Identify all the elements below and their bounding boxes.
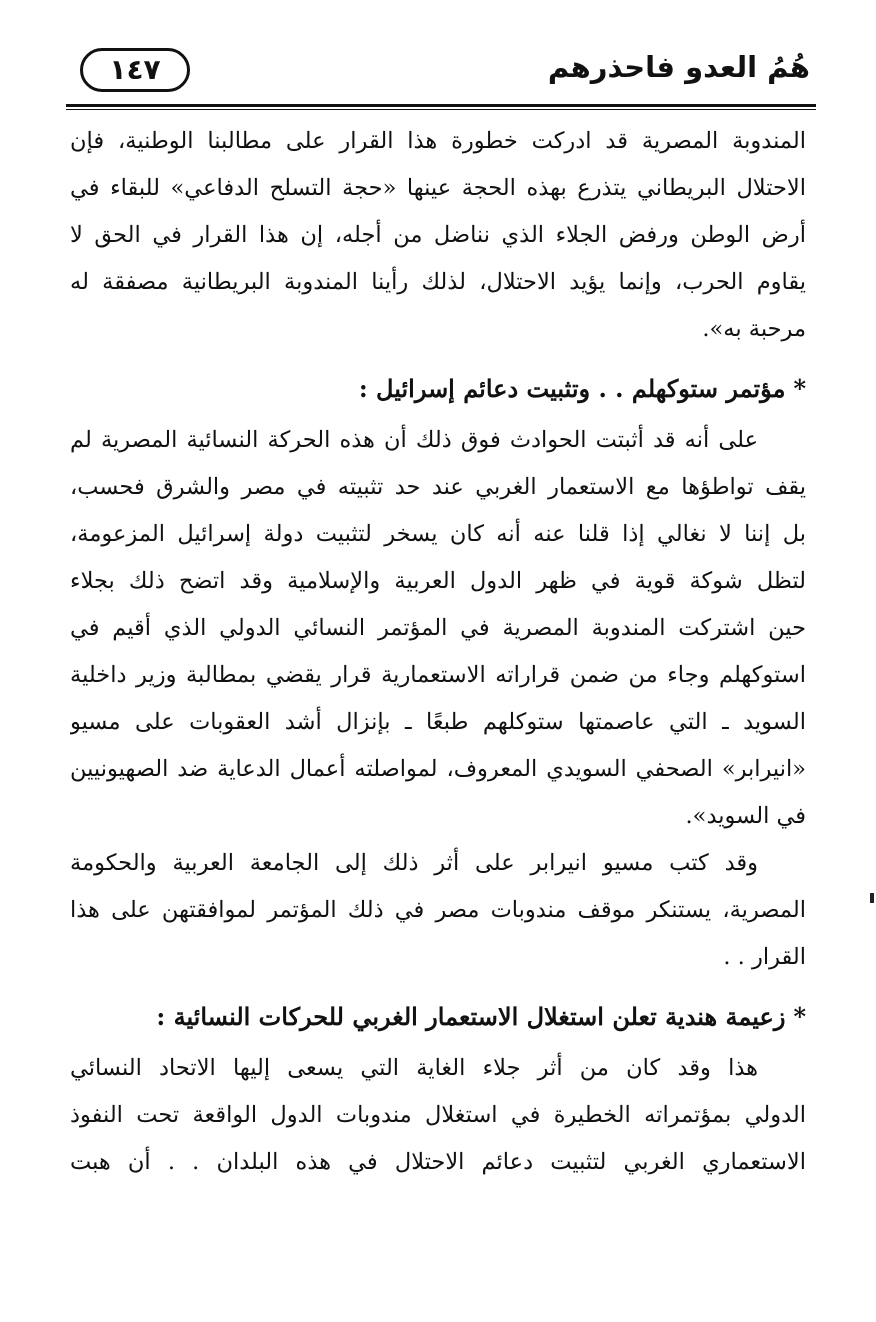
section-heading xyxy=(70,361,806,417)
text-line: السويد ـ التي عاصمتها ستوكلهم طبعًا ـ بإنزال أشد العقوبات على مسيو xyxy=(70,709,806,735)
text-line: أرض الوطن ورفض الجلاء الذي نناضل من أجله، إن هذا القرار في الحق لا xyxy=(70,222,806,248)
body-text xyxy=(70,118,806,1186)
text-line: استوكهلم وجاء من ضمن قراراته الاستعمارية قرار يقضي بمطالبة وزير داخلية xyxy=(70,662,806,688)
text-line: وقد كتب مسيو انيرابر على أثر ذلك إلى الجامعة العربية والحكومة xyxy=(70,850,758,876)
text-line: الدولي بمؤتمراته الخطيرة في استغلال مندوبات الدول الواقعة تحت النفوذ xyxy=(70,1102,806,1128)
paragraph xyxy=(70,118,806,353)
text-line: يقف تواطؤها مع الاستعمار الغربي عند حد تثبيته في مصر والشرق فحسب، xyxy=(70,474,806,500)
paragraph xyxy=(70,1045,806,1186)
text-line: مرحبة به». xyxy=(702,316,806,342)
text-line: «انيرابر» الصحفي السويدي المعروف، لمواصلته أعمال الدعاية ضد الصهيونيين xyxy=(70,756,806,782)
text-line: على أنه قد أثبتت الحوادث فوق ذلك أن هذه الحركة النسائية المصرية لم xyxy=(70,427,758,453)
text-line: الاحتلال البريطاني يتذرع بهذه الحجة عينها «حجة التسلح الدفاعي» للبقاء في xyxy=(70,175,806,201)
text-line: المصرية، يستنكر موقف مندوبات مصر في ذلك المؤتمر لموافقتهن على هذا xyxy=(70,897,806,923)
asterisk-bullet: * xyxy=(793,1002,806,1031)
header-rule xyxy=(66,104,816,107)
header-rule-thin xyxy=(66,109,816,110)
text-line: القرار . . xyxy=(723,944,806,970)
text-line: بل إننا لا نغالي إذا قلنا عنه أنه كان يسخر لتثبيت دولة إسرائيل المزعومة، xyxy=(70,521,806,547)
section-heading-text: زعيمة هندية تعلن استغلال الاستعمار الغربي للحركات النسائية : xyxy=(156,1002,786,1031)
margin-mark xyxy=(870,893,874,903)
section-heading xyxy=(70,989,806,1045)
text-line: حين اشتركت المندوبة المصرية في المؤتمر النسائي الدولي الذي أقيم في xyxy=(70,615,806,641)
text-line: المندوبة المصرية قد ادركت خطورة هذا القرار على مطالبنا الوطنية، فإن xyxy=(70,128,806,154)
text-line: في السويد». xyxy=(685,803,806,829)
text-line: لتظل شوكة قوية في ظهر الدول العربية والإسلامية وقد اتضح ذلك بجلاء xyxy=(70,568,806,594)
paragraph xyxy=(70,840,806,981)
running-title: هُمُ العدو فاحذرهم xyxy=(547,50,810,84)
asterisk-bullet: * xyxy=(793,374,806,403)
page-number: ١٤٧ xyxy=(80,48,190,92)
text-line: هذا وقد كان من أثر جلاء الغاية التي يسعى إليها الاتحاد النسائي xyxy=(70,1055,758,1081)
paragraph xyxy=(70,417,806,840)
section-heading-text: مؤتمر ستوكهلم . . وتثبيت دعائم إسرائيل : xyxy=(358,374,786,403)
page-header xyxy=(66,44,816,106)
text-line: الاستعماري الغربي لتثبيت دعائم الاحتلال في هذه البلدان . . أن هبت xyxy=(70,1149,806,1175)
text-line: يقاوم الحرب، وإنما يؤيد الاحتلال، لذلك رأينا المندوبة البريطانية مصفقة له xyxy=(70,269,806,295)
